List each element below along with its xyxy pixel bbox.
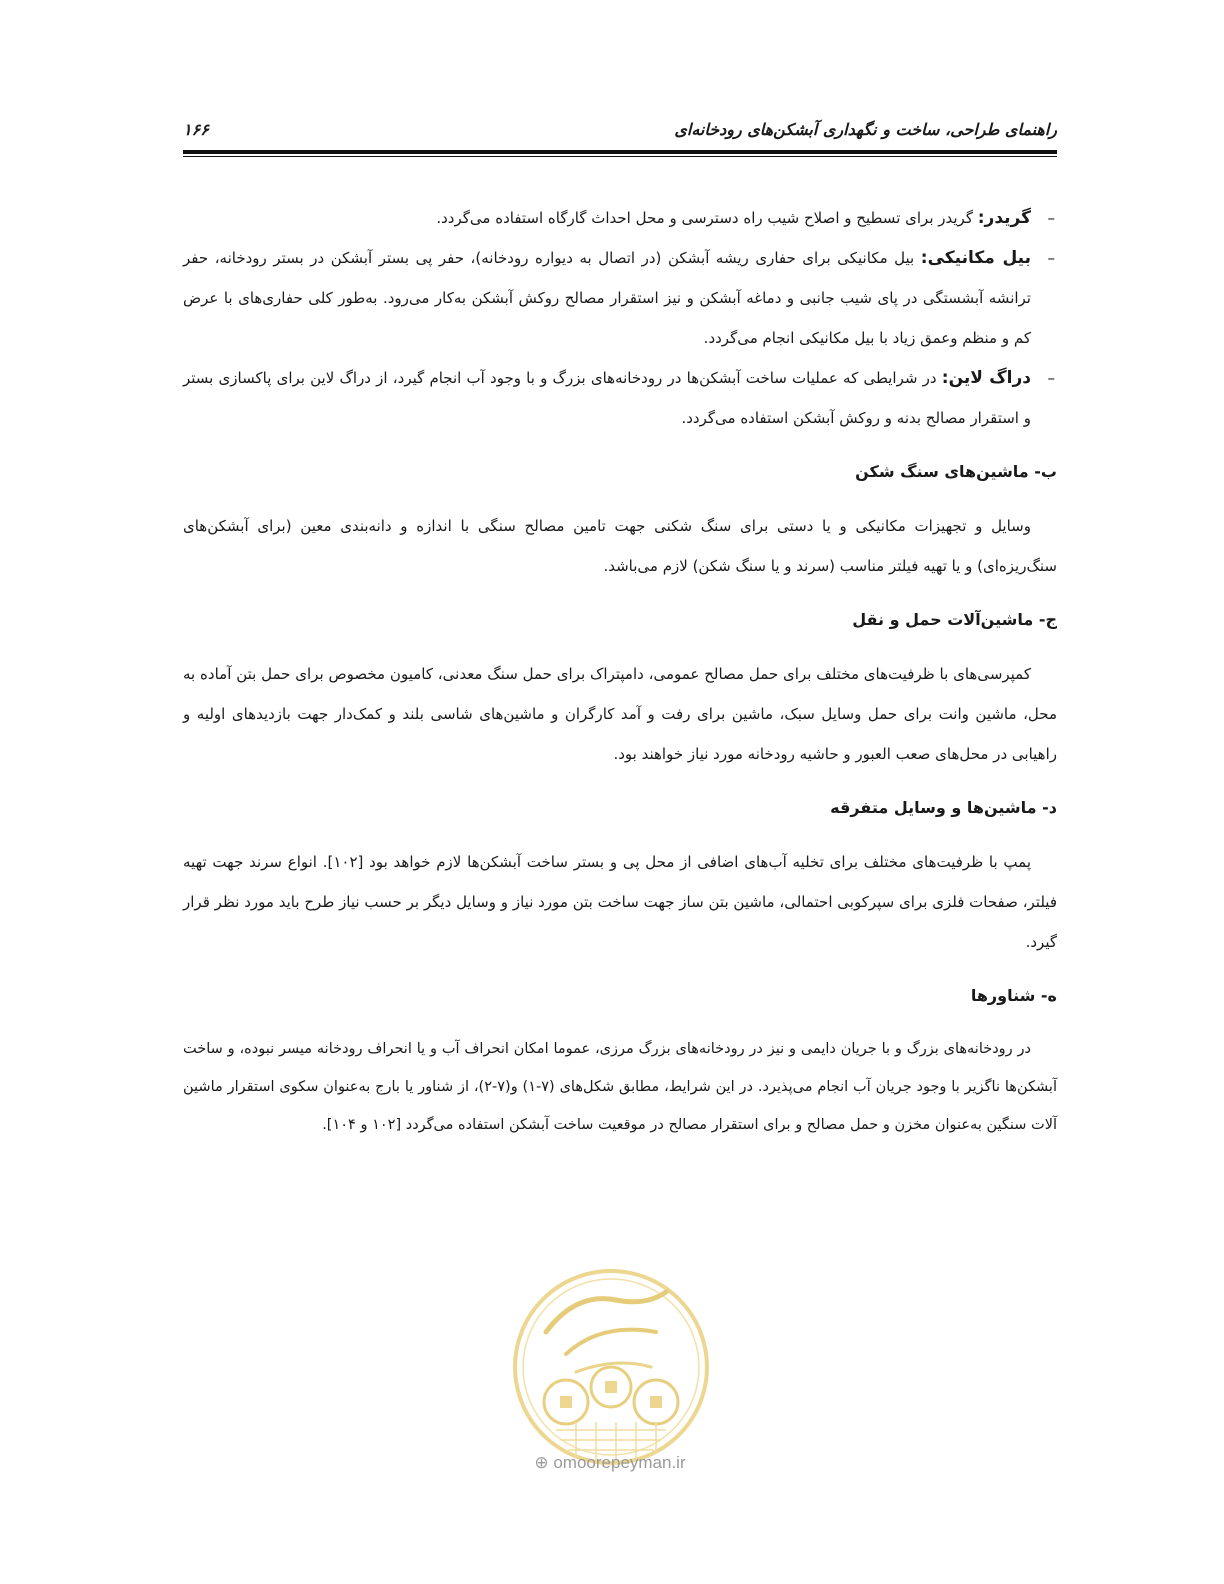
bullet-grader xyxy=(183,198,1057,238)
bullet-dash: – xyxy=(1047,369,1055,387)
section-body-transport: کمپرسی‌های با ظرفیت‌های مختلف برای حمل مصالح عمومی، دامپتراک برای حمل سنگ معدنی، کامیون مخصوص برای حمل بتن آماده به محل، ماشین وانت برای حمل وسایل سبک، ماشین برای رفت و آمد کارگران و ماشین‌های شاسی بلند و کمک‌دار جهت بازدیدهای اولیه و راهیابی در محل‌های صعب العبور و حاشیه رودخانه مورد نیاز خواهند بود. xyxy=(183,665,1057,763)
bullet-dragline xyxy=(183,358,1057,438)
bullet-dash: – xyxy=(1047,249,1055,267)
section-heading-floats: ه- شناورها xyxy=(970,986,1057,1005)
section-heading-transport: ج- ماشین‌آلات حمل و نقل xyxy=(852,610,1057,629)
watermark-url: ⊕ omoorepeyman.ir xyxy=(534,1453,686,1472)
bullet-text: در شرایطی که عملیات ساخت آبشکن‌ها در رودخانه‌های بزرگ و با وجود آب انجام گیرد، از دراگ لاین برای پاکسازی بستر و استقرار مصالح بدنه و روکش آبشکن استفاده می‌گردد. xyxy=(183,369,1031,427)
section-body-floats: در رودخانه‌های بزرگ و با جریان دایمی و نیز در رودخانه‌های بزرگ مرزی، عموما امکان انحراف آب و یا انحراف رودخانه میسر نبوده، و ساخت آبشکن‌ها ناگزیر با وجود جریان آب انجام می‌پذیرد. در این شرایط، مطابق شکل‌های (۷-۱) و(۷-۲)، از شناور یا بارج به‌عنوان سکوی استقرار ماشین آلات سنگین به‌عنوان مخزن و حمل مصالح و برای استقرار مصالح در موقعیت ساخت آبشکن استفاده می‌گردد [۱۰۲ و ۱۰۴]. xyxy=(183,1041,1057,1133)
page-body xyxy=(183,198,1057,1144)
header-rule-thick xyxy=(183,150,1057,154)
bullet-term: بیل مکانیکی: xyxy=(920,248,1032,268)
seal-logo-icon xyxy=(506,1262,716,1472)
bullet-dash: – xyxy=(1047,209,1055,227)
bullet-text: بیل مکانیکی برای حفاری ریشه آبشکن (در اتصال به دیواره رودخانه)، حفر پی بستر آبشکن در بستر رودخانه، حفر ترانشه آبشستگی در پای شیب جانبی و دماغه آبشکن و نیز استقرار مصالح روکش آبشکن به‌کار می‌رود. به‌طور کلی حفاری‌های با عرض کم و منظم وعمق زیاد با بیل مکانیکی انجام می‌گردد. xyxy=(183,249,1031,347)
bullet-excavator xyxy=(183,238,1057,358)
section-body-crushers: وسایل و تجهیزات مکانیکی و یا دستی برای سنگ شکنی جهت تامین مصالح سنگی با اندازه و دانه‌بندی معین (برای آبشکن‌های سنگ‌ریزه‌ای) و یا تهیه فیلتر مناسب (سرند و یا سنگ شکن) لازم می‌باشد. xyxy=(183,517,1057,575)
header-rule-thin xyxy=(183,156,1057,157)
section-heading-misc: د- ماشین‌ها و وسایل متفرقه xyxy=(830,798,1057,817)
bullet-text: گریدر برای تسطیح و اصلاح شیب راه دسترسی و محل احداث گارگاه استفاده می‌گردد. xyxy=(436,209,978,227)
page-header xyxy=(183,116,1057,146)
running-title: راهنمای طراحی، ساخت و نگهداری آبشکن‌های رودخانه‌ای xyxy=(674,120,1057,139)
section-heading-crushers: ب- ماشین‌های سنگ شکن xyxy=(855,462,1057,481)
page-number: ۱۶۶ xyxy=(183,120,209,139)
bullet-term: دراگ لاین: xyxy=(941,368,1031,388)
watermark-url-text: omoorepeyman.ir xyxy=(553,1453,686,1472)
section-body-misc: پمپ با ظرفیت‌های مختلف برای تخلیه آب‌های اضافی از محل پی و بستر ساخت آبشکن‌ها لازم خواهد بود [۱۰۲]. انواع سرند جهت تهیه فیلتر، صفحات فلزی برای سپرکوبی احتمالی، ماشین بتن ساز جهت ساخت بتن مورد نیاز و وسایل دیگر بر حسب نیاز طرح باید مورد نظر قرار گیرد. xyxy=(183,853,1057,951)
bullet-term: گریدر: xyxy=(977,208,1031,228)
